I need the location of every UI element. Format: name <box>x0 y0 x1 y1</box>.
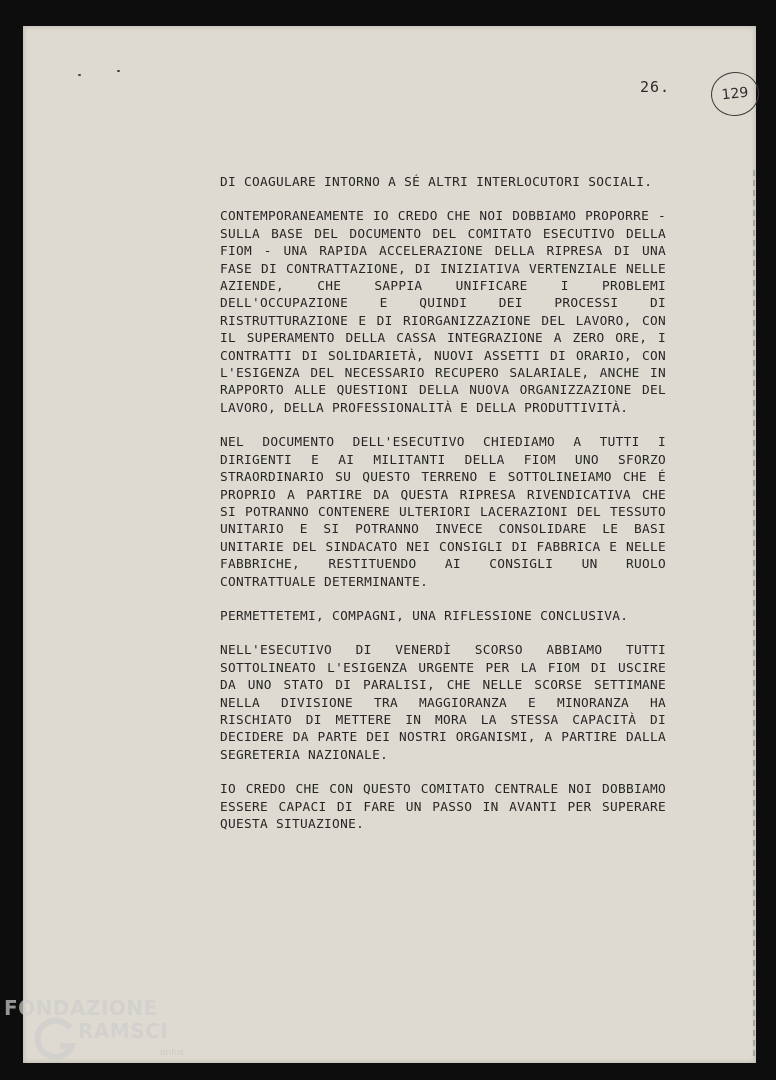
paragraph: PERMETTETEMI, COMPAGNI, UNA RIFLESSIONE CONCLUSIVA. <box>220 608 629 624</box>
watermark-line1: FONDAZIONE <box>4 996 158 1020</box>
paragraph: CONTEMPORANEAMENTE IO CREDO CHE NOI DOBBIAMO PROPORRE - SULLA BASE DEL DOCUMENTO DEL COMITATO ESECUTIVO DELLA FIOM - UNA RAPIDA ACCELERAZIONE DELLA RIPRESA DI UNA FASE DI CONTRATTAZIONE, DI INIZIATIVA VERTENZIALE NELLE AZIENDE, CHE SAPPIA UNIFICARE I PROBLEMI DELL'OCCUPAZIONE E QUINDI DEI PROCESSI DI RISTRUTTURAZIONE E DI RIORGANIZZAZIONE DEL LAVORO, CON IL SUPERAMENTO DELLA CASSA INTEGRAZIONE A ZERO ORE, I CONTRATTI DI SOLIDARIETÀ, NUOVI ASSETTI DI ORARIO, CON L'ESIGENZA DEL NECESSARIO RECUPERO SALARIALE, ANCHE IN RAPPORTO ALLE QUESTIONI DELLA NUOVA ORGANIZZAZIONE DEL LAVORO, DELLA PROFESSIONALITÀ E DELLA PRODUTTIVITÀ. <box>220 209 666 416</box>
page-edge-divider <box>753 170 755 1060</box>
archive-stamp-number: 129 <box>720 84 750 104</box>
typed-text-block <box>220 174 666 850</box>
watermark-line2: RAMSCI <box>78 1019 169 1043</box>
gramsci-g-logo-icon <box>32 1016 78 1062</box>
paragraph: NEL DOCUMENTO DELL'ESECUTIVO CHIEDIAMO A TUTTI I DIRIGENTI E AI MILITANTI DELLA FIOM UNO SFORZO STRAORDINARIO SU QUESTO TERRENO E SOTTOLINEIAMO CHE É PROPRIO A PARTIRE DA QUESTA RIPRESA RIVENDICATIVA CHE SI POTRANNO CONTENERE ULTERIORI LACERAZIONI DEL TESSUTO UNITARIO E SI POTRANNO INVECE CONSOLIDARE LE BASI UNITARIE DEL SINDACATO NEI CONSIGLI DI FABBRICA E NELLE FABBRICHE, RESTITUENDO AI CONSIGLI UN RUOLO CONTRATTUALE DETERMINANTE. <box>220 435 666 590</box>
page-number: 26. <box>640 78 671 96</box>
paragraph: IO CREDO CHE CON QUESTO COMITATO CENTRALE NOI DOBBIAMO ESSERE CAPACI DI FARE UN PASSO IN AVANTI PER SUPERARE QUESTA SITUAZIONE. <box>220 782 666 832</box>
watermark <box>4 994 204 1074</box>
ink-speck <box>78 74 81 76</box>
archive-stamp <box>709 70 761 119</box>
paragraph: NELL'ESECUTIVO DI VENERDÌ SCORSO ABBIAMO TUTTI SOTTOLINEATO L'ESIGENZA URGENTE PER LA FIOM DI USCIRE DA UNO STATO DI PARALISI, CHE NELLE SCORSE SETTIMANE NELLA DIVISIONE TRA MAGGIORANZA E MINORANZA HA RISCHIATO DI METTERE IN MORA LA STESSA CAPACITÀ DI DECIDERE DA PARTE DEI NOSTRI ORGANISMI, A PARTIRE DALLA SEGRETERIA NAZIONALE. <box>220 643 666 763</box>
watermark-suffix: onlus <box>160 1048 185 1058</box>
paragraph: DI COAGULARE INTORNO A SÉ ALTRI INTERLOCUTORI SOCIALI. <box>220 175 653 190</box>
ink-speck <box>117 70 120 72</box>
